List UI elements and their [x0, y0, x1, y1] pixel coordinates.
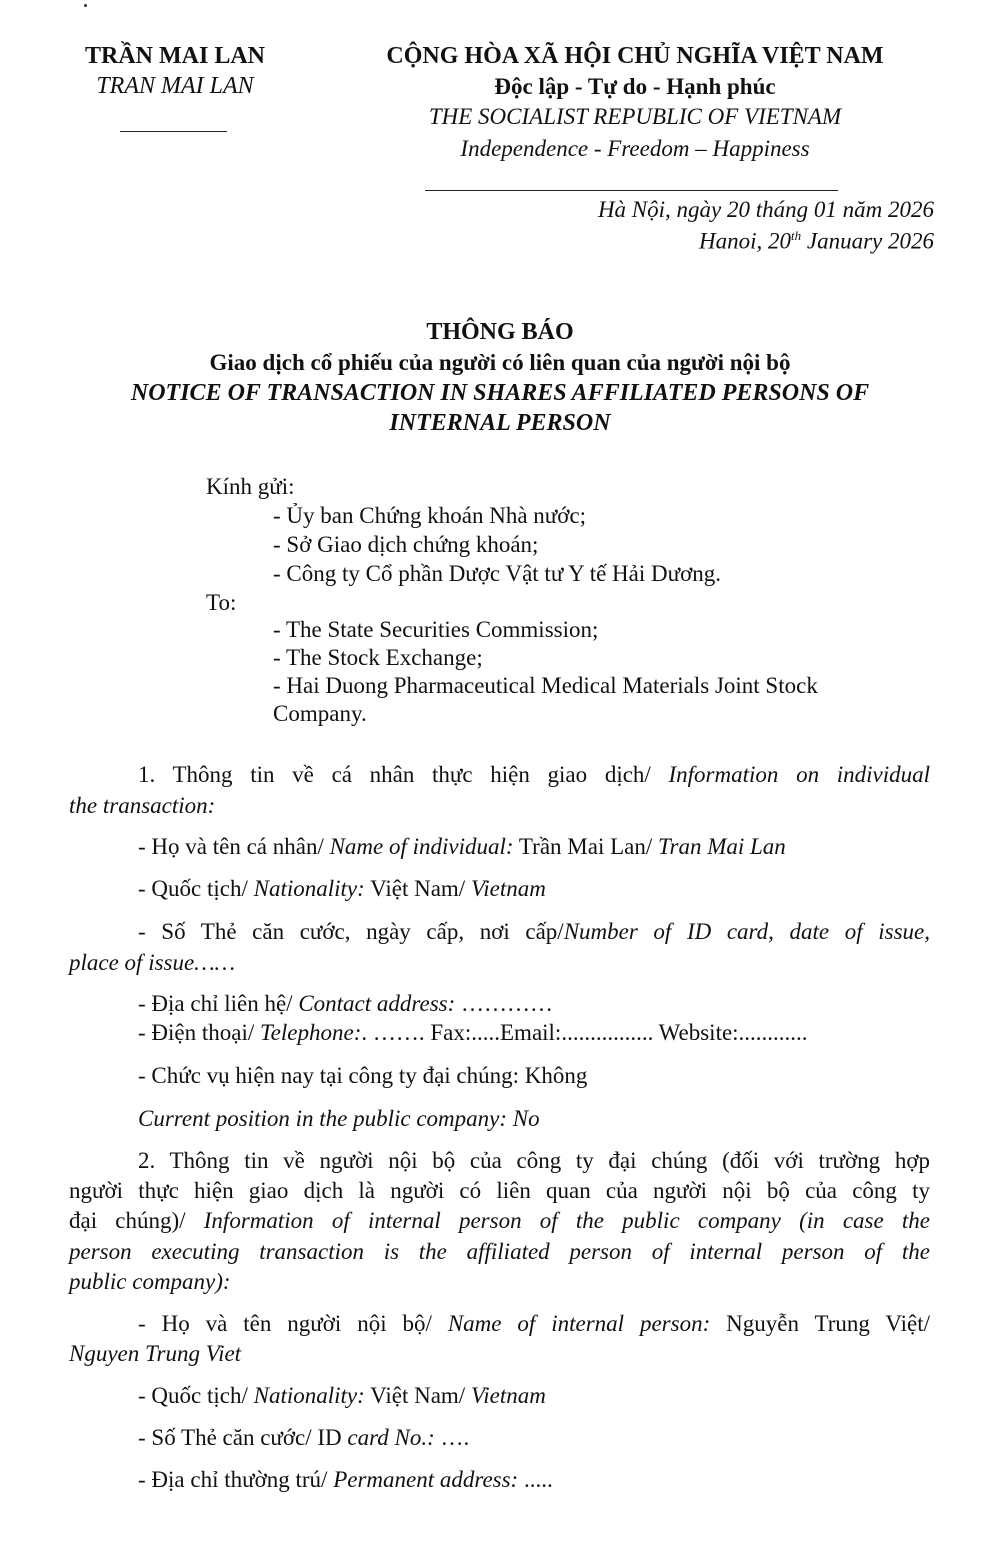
- nationality-en: Vietnam: [470, 876, 546, 901]
- individual-id-cont: place of issue……: [69, 950, 236, 975]
- id-label-en: Number of ID card, date of issue,: [563, 919, 930, 944]
- motto-vi: Độc lập - Tự do - Hạnh phúc: [494, 74, 776, 99]
- nationality-label-en: Nationality:: [253, 876, 365, 901]
- telephone-row: [138, 1018, 930, 1048]
- section2-line3: [69, 1206, 930, 1236]
- internal-name-en: Nguyen Trung Viet: [69, 1341, 242, 1366]
- internal-id-label-en: card No.:: [347, 1425, 435, 1450]
- country-name-vi: CỘNG HÒA XÃ HỘI CHỦ NGHĨA VIỆT NAM: [386, 43, 884, 69]
- section2-line5: public company):: [69, 1269, 231, 1294]
- internal-address-row: [138, 1465, 930, 1495]
- internal-address-label-vi: - Địa chỉ thường trú/: [138, 1467, 328, 1492]
- internal-nationality-row: [138, 1381, 930, 1411]
- internal-address-label-en: Permanent address:: [333, 1467, 519, 1492]
- section1-heading-en: Information on individual: [668, 762, 931, 787]
- contact-address-label-vi: - Địa chỉ liên hệ/: [138, 991, 293, 1016]
- notice-subtitle-en-2: INTERNAL PERSON: [389, 410, 611, 436]
- internal-nationality-vi: Việt Nam/: [370, 1383, 466, 1408]
- internal-nationality-en: Vietnam: [470, 1383, 546, 1408]
- sender-name-vi: TRẦN MAI LAN: [85, 43, 265, 69]
- nationality-label-vi: - Quốc tịch/: [138, 876, 248, 901]
- internal-name-label-vi: - Họ và tên người nội bộ/: [138, 1311, 432, 1336]
- contact-address-value: …………: [461, 991, 554, 1016]
- individual-nationality-row: [138, 874, 930, 904]
- notice-subtitle-en-1: NOTICE OF TRANSACTION IN SHARES AFFILIATED PERSONS OF: [130, 380, 870, 406]
- individual-name-en: Tran Mai Lan: [657, 834, 786, 859]
- internal-address-value: .....: [523, 1467, 553, 1492]
- telephone-label-en: Telephone:: [260, 1020, 362, 1045]
- recipient-en-4: Company.: [273, 701, 367, 726]
- section1-heading: [69, 760, 930, 790]
- date-en-suffix: January 2026: [801, 228, 934, 254]
- notice-subtitle-vi: Giao dịch cổ phiếu của người có liên quan của người nội bộ: [209, 350, 791, 375]
- scan-speck: [84, 4, 87, 7]
- individual-name-label-vi: - Họ và tên cá nhân/: [138, 834, 324, 859]
- section2-line3-en: Information of internal person of the public company (in case the: [203, 1208, 930, 1233]
- individual-name-label-en: Name of individual:: [329, 834, 514, 859]
- internal-id-value: ….: [440, 1425, 470, 1450]
- internal-name-label-en: Name of internal person:: [447, 1311, 711, 1336]
- notice-title: THÔNG BÁO: [426, 319, 574, 345]
- recipient-vi-3: - Công ty Cổ phần Dược Vật tư Y tế Hải Dương.: [273, 561, 721, 586]
- recipient-en-2: - The Stock Exchange;: [273, 645, 483, 670]
- motto-en: Independence - Freedom – Happiness: [460, 136, 810, 161]
- telephone-label-vi: - Điện thoại/: [138, 1020, 255, 1045]
- internal-nationality-label-vi: - Quốc tịch/: [138, 1383, 248, 1408]
- date-en-prefix: Hanoi, 20: [699, 228, 791, 254]
- section2-line2: người thực hiện giao dịch là người có liên quan của người nội bộ của công ty: [69, 1178, 930, 1203]
- nationality-vi: Việt Nam/: [370, 876, 466, 901]
- section2-line4: person executing transaction is the affiliated person of internal person of the: [69, 1239, 930, 1264]
- telephone-fax-email-website: . ……. Fax:.....Email:................ Website:............: [361, 1020, 808, 1045]
- section1-heading-cont: the transaction:: [69, 793, 216, 818]
- sender-underline: [120, 131, 227, 132]
- recipients-label-en: To:: [206, 590, 237, 615]
- individual-name-vi: Trần Mai Lan/: [518, 834, 653, 859]
- motto-underline: [425, 190, 838, 191]
- recipient-vi-2: - Sở Giao dịch chứng khoán;: [273, 532, 539, 557]
- contact-address-label-en: Contact address:: [298, 991, 456, 1016]
- internal-id-row: [138, 1423, 930, 1453]
- section1-heading-vi: 1. Thông tin về cá nhân thực hiện giao dịch/: [138, 762, 651, 787]
- contact-address-row: [138, 989, 930, 1019]
- recipients-label-vi: Kính gửi:: [206, 474, 295, 499]
- current-position-vi: - Chức vụ hiện nay tại công ty đại chúng: Không: [138, 1063, 588, 1088]
- section2-line3-vi: đại chúng)/: [69, 1208, 186, 1233]
- internal-person-name-row: [69, 1309, 930, 1339]
- date-en: [699, 228, 934, 255]
- individual-name-row: [138, 832, 930, 862]
- individual-id-row: [69, 917, 930, 947]
- country-name-en: THE SOCIALIST REPUBLIC OF VIETNAM: [428, 104, 842, 129]
- internal-nationality-label-en: Nationality:: [253, 1383, 365, 1408]
- date-vi: Hà Nội, ngày 20 tháng 01 năm 2026: [597, 197, 934, 222]
- internal-id-label-vi: - Số Thẻ căn cước/ ID: [138, 1425, 342, 1450]
- id-label-vi: - Số Thẻ căn cước, ngày cấp, nơi cấp/: [138, 919, 564, 944]
- current-position-en: Current position in the public company: No: [138, 1106, 540, 1131]
- recipient-en-1: - The State Securities Commission;: [273, 617, 599, 642]
- internal-name-vi: Nguyễn Trung Việt/: [726, 1311, 931, 1336]
- recipient-en-3: - Hai Duong Pharmaceutical Medical Materials Joint Stock: [273, 673, 818, 698]
- sender-name-en: TRAN MAI LAN: [96, 73, 254, 99]
- date-en-sup: th: [791, 228, 802, 243]
- section2-line1: 2. Thông tin về người nội bộ của công ty đại chúng (đối với trường hợp: [138, 1148, 930, 1173]
- recipient-vi-1: - Ủy ban Chứng khoán Nhà nước;: [273, 503, 587, 528]
